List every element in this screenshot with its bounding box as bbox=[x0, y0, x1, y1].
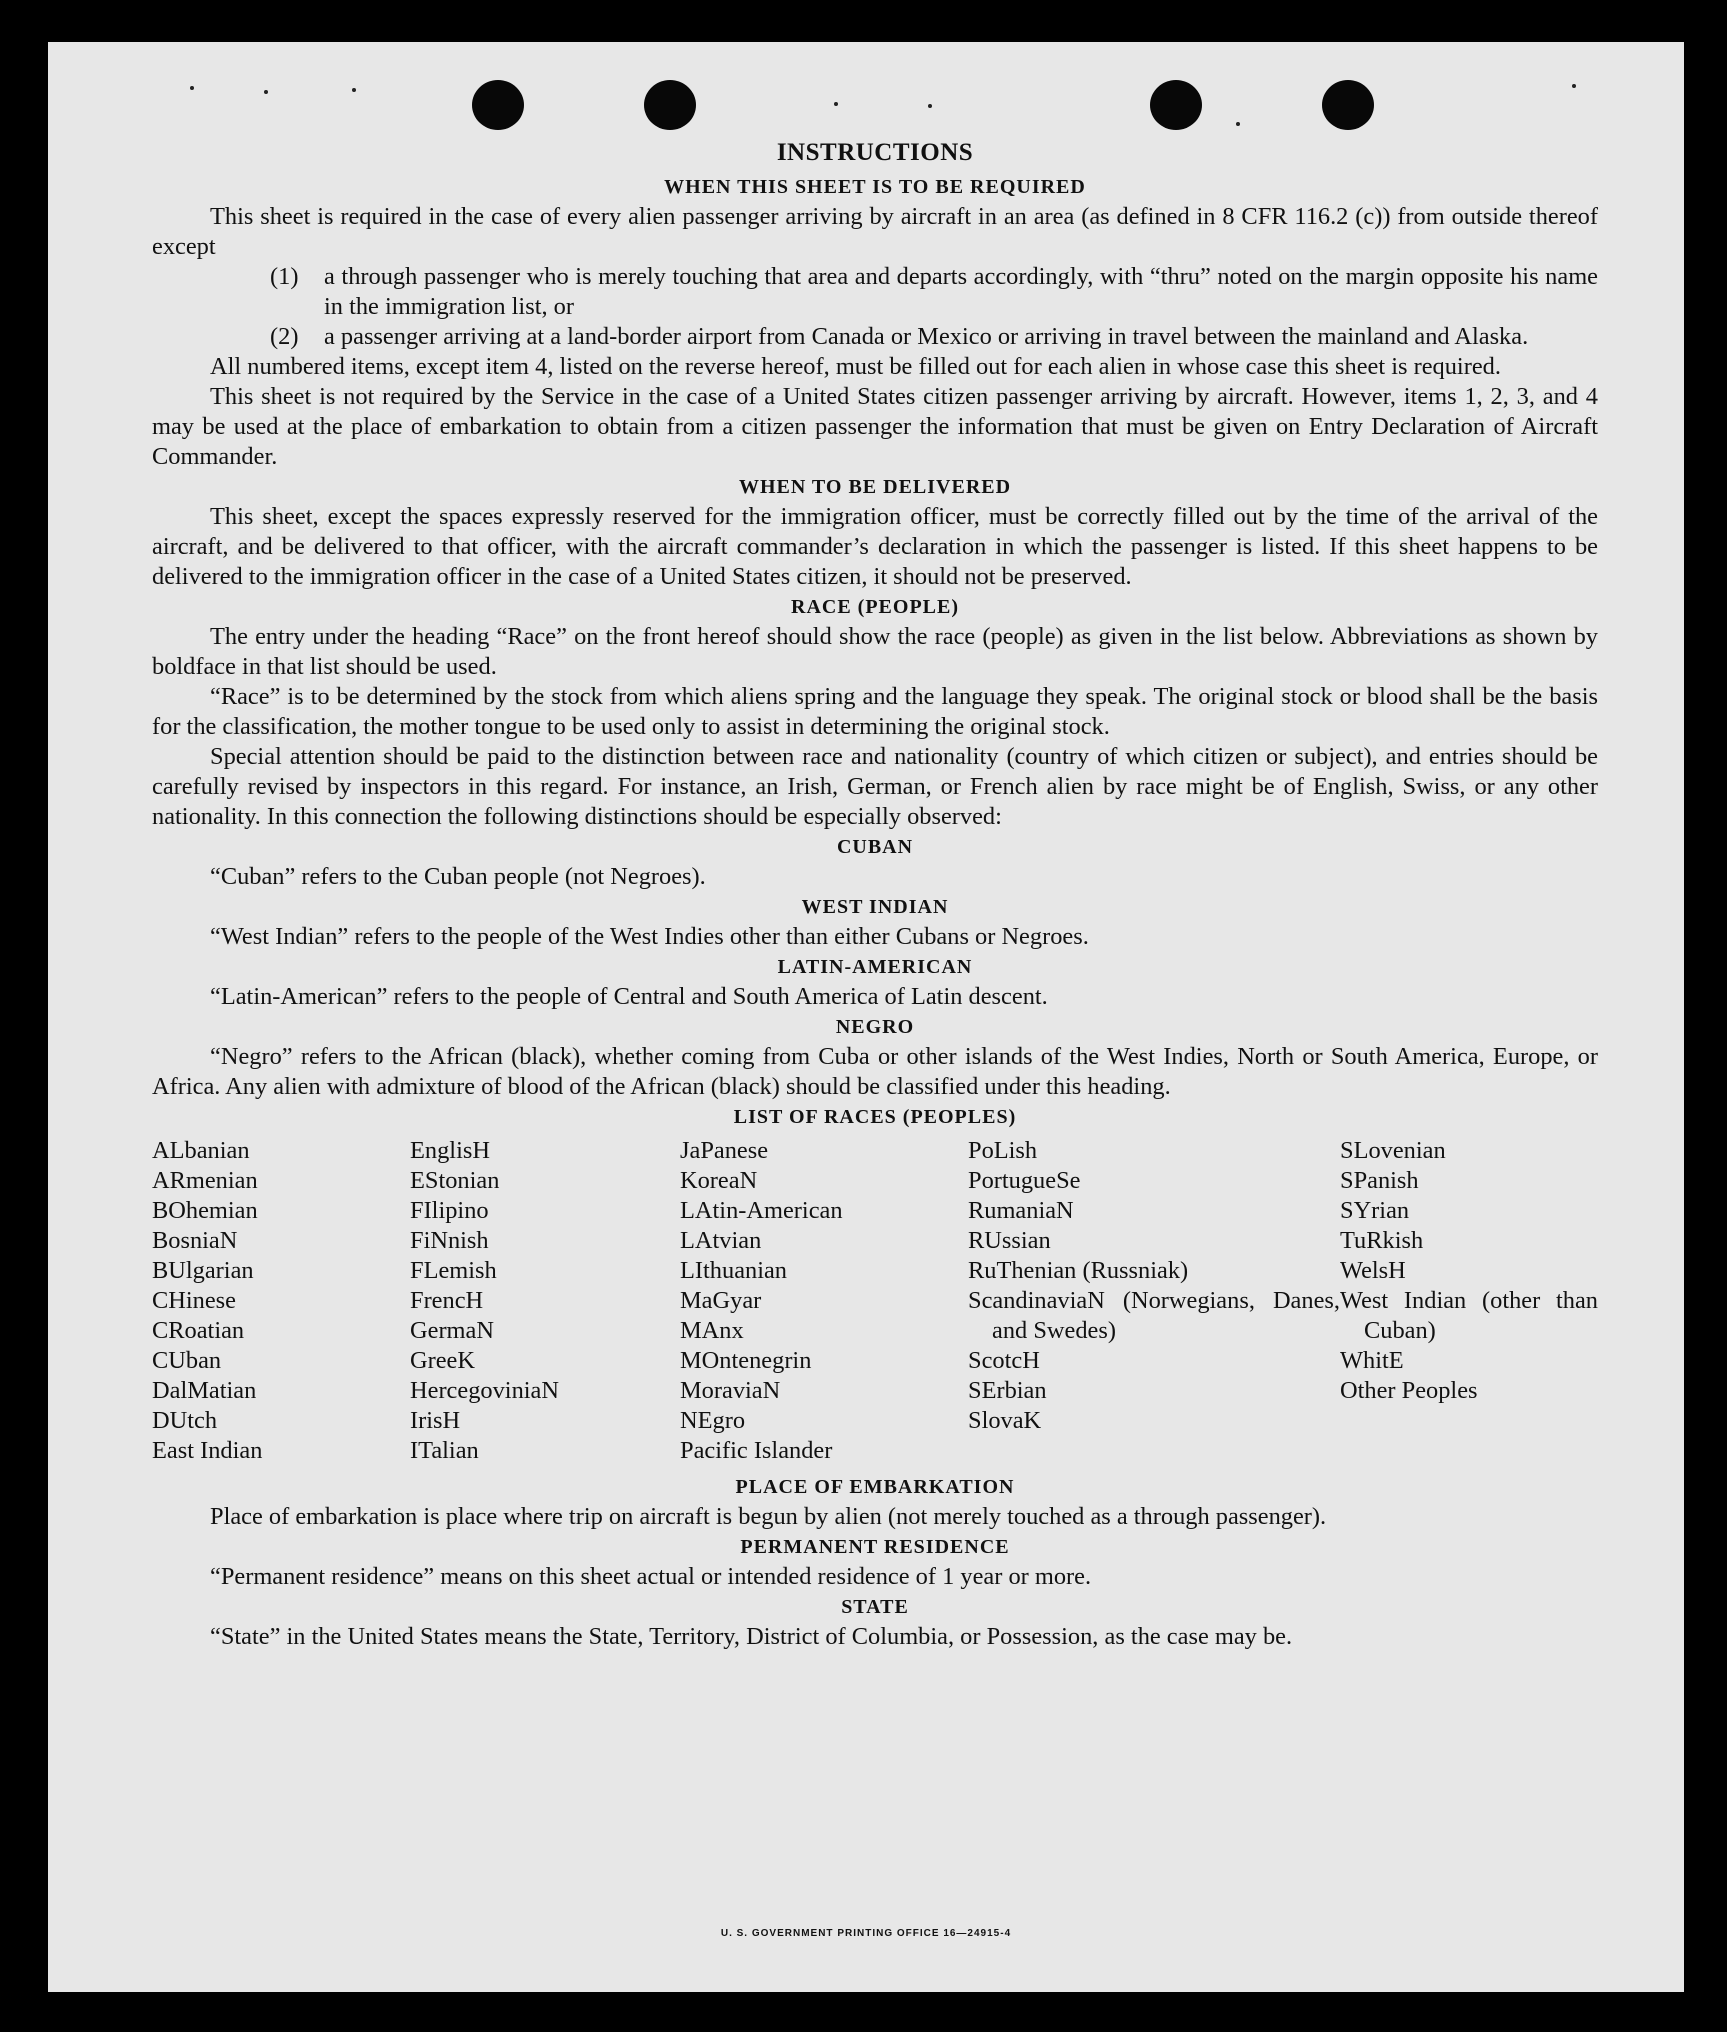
race-entry: Pacific Islander bbox=[680, 1437, 833, 1464]
race-entry: ScandinaviaN (Norwegians, Danes, and Swedes) bbox=[968, 1287, 1340, 1344]
race-entry: MaGyar bbox=[680, 1287, 762, 1314]
race-entry: Other Peoples bbox=[1340, 1377, 1478, 1404]
heading-cuban: CUBAN bbox=[836, 836, 914, 858]
race-entry: SYrian bbox=[1340, 1197, 1410, 1224]
paragraph: “State” in the United States means the State, Territory, District of Columbia, or Possession, as the case may be. bbox=[210, 1623, 1293, 1650]
item-text: a passenger arriving at a land-border airport from Canada or Mexico or arriving in travel between the mainland and Alaska. bbox=[324, 323, 1529, 350]
definition-text: “Cuban” refers to the Cuban people (not Negroes). bbox=[210, 863, 706, 890]
race-entry: BOhemian bbox=[152, 1197, 258, 1224]
definition-text: “Negro” refers to the African (black), whether coming from Cuba or other islands of the West Indies, North or South America, Europe, or Africa. Any alien with admixture of blood of the African (black) should be classified under this heading. bbox=[152, 1043, 1598, 1100]
race-entry: KoreaN bbox=[680, 1167, 758, 1194]
item-number: (1) bbox=[270, 263, 299, 290]
punch-hole bbox=[472, 80, 524, 130]
heading-negro: NEGRO bbox=[835, 1016, 915, 1038]
document-page bbox=[48, 42, 1684, 1992]
race-entry: GreeK bbox=[410, 1347, 476, 1374]
race-entry: SLovenian bbox=[1340, 1137, 1446, 1164]
instructions-content bbox=[152, 138, 1598, 1652]
item-text: a through passenger who is merely touching that area and departs accordingly, with “thru” noted on the margin opposite his name in the immigration list, or bbox=[324, 263, 1598, 320]
heading-west-indian: WEST INDIAN bbox=[801, 896, 949, 918]
printer-imprint: U. S. GOVERNMENT PRINTING OFFICE 16—24915-4 bbox=[720, 1928, 1012, 1939]
race-entry: FiNnish bbox=[410, 1227, 489, 1254]
race-entry: ITalian bbox=[410, 1437, 479, 1464]
races-column bbox=[968, 1136, 1340, 1466]
definition-text: “Latin-American” refers to the people of Central and South America of Latin descent. bbox=[210, 983, 1048, 1010]
race-entry: EnglisH bbox=[410, 1137, 490, 1164]
paragraph: This sheet is required in the case of every alien passenger arriving by aircraft in an area (as defined in 8 CFR 116.2 (c)) from outside thereof except bbox=[152, 203, 1598, 260]
list-item bbox=[270, 262, 1598, 322]
race-entry: MoraviaN bbox=[680, 1377, 781, 1404]
punch-hole bbox=[1150, 80, 1202, 130]
heading-when-delivered: WHEN TO BE DELIVERED bbox=[738, 476, 1012, 498]
race-entry: CHinese bbox=[152, 1287, 236, 1314]
race-entry: DalMatian bbox=[152, 1377, 257, 1404]
heading-latin-american: LATIN-AMERICAN bbox=[777, 956, 973, 978]
race-entry: LAtin-American bbox=[680, 1197, 843, 1224]
race-entry: TuRkish bbox=[1340, 1227, 1424, 1254]
race-entry: NEgro bbox=[680, 1407, 746, 1434]
paragraph: All numbered items, except item 4, listed on the reverse hereof, must be filled out for each alien in whose case this sheet is required. bbox=[210, 353, 1501, 380]
race-entry: SlovaK bbox=[968, 1407, 1042, 1434]
list-item bbox=[270, 322, 1598, 352]
races-column bbox=[680, 1136, 968, 1466]
heading-embarkation: PLACE OF EMBARKATION bbox=[735, 1476, 1015, 1498]
race-entry: SPanish bbox=[1340, 1167, 1419, 1194]
race-entry: JaPanese bbox=[680, 1137, 769, 1164]
race-entry: LIthuanian bbox=[680, 1257, 788, 1284]
race-entry: ScotcH bbox=[968, 1347, 1040, 1374]
race-entry: MAnx bbox=[680, 1317, 744, 1344]
race-entry: WelsH bbox=[1340, 1257, 1406, 1284]
race-entry: West Indian (other than Cuban) bbox=[1340, 1287, 1598, 1344]
race-entry: ALbanian bbox=[152, 1137, 250, 1164]
race-entry: FIlipino bbox=[410, 1197, 489, 1224]
paragraph: Special attention should be paid to the distinction between race and nationality (country of which citizen or subject), and entries should be carefully revised by inspectors in this regard. For instance, an Irish, German, or French alien by race might be of English, Swiss, or any other nationality. In this connection the following distinctions should be especially observed: bbox=[152, 743, 1598, 830]
race-entry: DUtch bbox=[152, 1407, 218, 1434]
race-entry: RumaniaN bbox=[968, 1197, 1074, 1224]
race-entry: BUlgarian bbox=[152, 1257, 254, 1284]
race-entry: FLemish bbox=[410, 1257, 497, 1284]
heading-when-required: WHEN THIS SHEET IS TO BE REQUIRED bbox=[664, 176, 1086, 198]
race-entry: WhitE bbox=[1340, 1347, 1404, 1374]
heading-state: STATE bbox=[841, 1596, 909, 1618]
race-entry: East Indian bbox=[152, 1437, 263, 1464]
heading-race: RACE (PEOPLE) bbox=[791, 596, 959, 618]
paragraph: “Permanent residence” means on this sheet actual or intended residence of 1 year or more. bbox=[210, 1563, 1092, 1590]
race-entry: SErbian bbox=[968, 1377, 1047, 1404]
race-entry: CRoatian bbox=[152, 1317, 245, 1344]
race-entry: RUssian bbox=[968, 1227, 1051, 1254]
race-entry: LAtvian bbox=[680, 1227, 762, 1254]
heading-residence: PERMANENT RESIDENCE bbox=[740, 1536, 1010, 1558]
paragraph: The entry under the heading “Race” on the front hereof should show the race (people) as given in the list below. Abbreviations as shown by boldface in that list should be used. bbox=[152, 623, 1598, 680]
race-entry: FrencH bbox=[410, 1287, 484, 1314]
punch-hole bbox=[1322, 80, 1374, 130]
race-entry: EStonian bbox=[410, 1167, 500, 1194]
page-title: INSTRUCTIONS bbox=[776, 139, 974, 166]
race-entry: ARmenian bbox=[152, 1167, 258, 1194]
definition-text: “West Indian” refers to the people of the West Indies other than either Cubans or Negroes. bbox=[210, 923, 1089, 950]
races-column bbox=[410, 1136, 680, 1466]
heading-list-of-races: LIST OF RACES (PEOPLES) bbox=[733, 1106, 1017, 1128]
races-column bbox=[1340, 1136, 1598, 1466]
paragraph: This sheet, except the spaces expressly reserved for the immigration officer, must be correctly filled out by the time of the arrival of the aircraft, and be delivered to that officer, with the aircraft commander’s declaration in which the passenger is listed. If this sheet happens to be delivered to the immigration officer in the case of a United States citizen, it should not be preserved. bbox=[152, 503, 1598, 590]
race-entry: HercegoviniaN bbox=[410, 1377, 559, 1404]
races-column bbox=[152, 1136, 410, 1466]
race-entry: IrisH bbox=[410, 1407, 461, 1434]
race-entry: PortugueSe bbox=[968, 1167, 1081, 1194]
race-entry: MOntenegrin bbox=[680, 1347, 812, 1374]
race-entry: GermaN bbox=[410, 1317, 494, 1344]
punch-hole bbox=[644, 80, 696, 130]
paragraph: Place of embarkation is place where trip on aircraft is begun by alien (not merely touched as a through passenger). bbox=[210, 1503, 1327, 1530]
paragraph: “Race” is to be determined by the stock from which aliens spring and the language they speak. The original stock or blood shall be the basis for the classification, the mother tongue to be used only to assist in determining the original stock. bbox=[152, 683, 1598, 740]
item-number: (2) bbox=[270, 323, 299, 350]
paragraph: This sheet is not required by the Service in the case of a United States citizen passenger arriving by aircraft. However, items 1, 2, 3, and 4 may be used at the place of embarkation to obtain from a citizen passenger the information that must be given on Entry Declaration of Aircraft Commander. bbox=[152, 383, 1598, 470]
races-table bbox=[152, 1136, 1598, 1466]
race-entry: PoLish bbox=[968, 1137, 1038, 1164]
race-entry: BosniaN bbox=[152, 1227, 238, 1254]
race-entry: RuThenian (Russniak) bbox=[968, 1257, 1189, 1284]
race-entry: CUban bbox=[152, 1347, 222, 1374]
